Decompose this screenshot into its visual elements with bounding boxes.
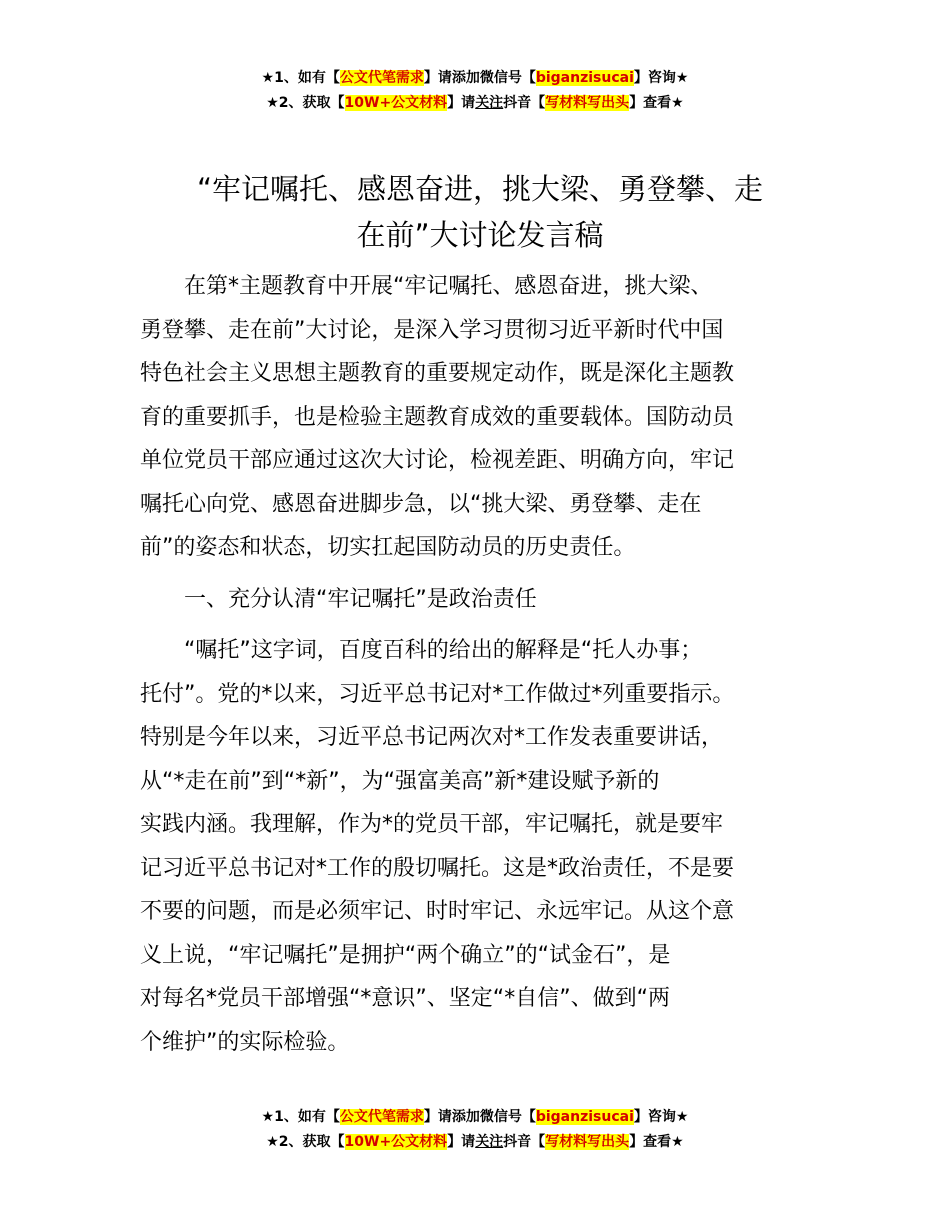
title-line-2: 在前”大讨论发言稿	[356, 218, 604, 252]
banner-line-1	[0, 66, 950, 91]
banner-text: ★2、获取【	[266, 1134, 345, 1150]
paragraph-line: 义上说，“牢记嘱托”是拥护“两个确立”的“试金石”，是	[140, 942, 671, 968]
paragraph-line: 育的重要抓手，也是检验主题教育成效的重要载体。国防动员	[140, 404, 735, 430]
paragraph-line: 勇登攀、走在前”大讨论，是深入学习贯彻习近平新时代中国	[140, 317, 724, 343]
paragraph-1	[140, 265, 830, 570]
banner-line-2	[0, 91, 950, 116]
title-line-1: “牢记嘱托、感恩奋进，挑大梁、勇登攀、走	[196, 172, 764, 206]
bottom-banner	[0, 1105, 950, 1155]
banner-highlight: 公文代笔需求	[339, 70, 424, 86]
banner-text: 】咨询★	[633, 70, 689, 86]
paragraph-line: “嘱托”这字词，百度百科的给出的解释是“托人办事；	[140, 638, 703, 663]
paragraph-line: 特色社会主义思想主题教育的重要规定动作，既是深化主题教	[140, 361, 735, 386]
banner-text: ★2、获取【	[266, 95, 345, 111]
section-heading: 一、充分认清“牢记嘱托”是政治责任	[140, 586, 537, 612]
banner-text: 抖音【	[503, 95, 546, 111]
top-banner	[0, 66, 950, 116]
banner-text: 】请添加微信号【	[423, 1109, 536, 1125]
banner-text: 】请	[447, 1134, 476, 1150]
paragraph-line: 在第*主题教育中开展“牢记嘱托、感恩奋进，挑大梁、	[140, 274, 713, 299]
paragraph-line: 不要的问题，而是必须牢记、时时牢记、永远牢记。从这个意	[140, 899, 735, 924]
banner-highlight: 10W+公文材料	[344, 95, 448, 111]
banner-text: 抖音【	[503, 1134, 546, 1150]
banner-text: 】查看★	[629, 95, 684, 111]
document-title	[140, 166, 820, 258]
banner-text: 】请	[447, 95, 476, 111]
banner-line-1	[0, 1105, 950, 1130]
banner-text: 】请添加微信号【	[423, 70, 536, 86]
paragraph-line: 记习近平总书记对*工作的殷切嘱托。这是*政治责任，不是要	[140, 855, 735, 881]
paragraph-line: 从“*走在前”到“*新”，为“强富美高”新*建设赋予新的	[140, 768, 660, 794]
banner-text: 】咨询★	[633, 1109, 689, 1125]
banner-highlight: biganzisucai	[535, 1109, 634, 1125]
banner-text: 】查看★	[629, 1134, 684, 1150]
banner-text: ★1、如有【	[261, 70, 340, 86]
banner-line-2	[0, 1130, 950, 1155]
paragraph-line: 前”的姿态和状态，切实扛起国防动员的历史责任。	[140, 535, 636, 560]
banner-underlined: 关注	[475, 1134, 504, 1150]
paragraph-line: 个维护”的实际检验。	[140, 1029, 350, 1055]
banner-highlight: 写材料写出头	[545, 1134, 630, 1150]
paragraph-line: 嘱托心向党、感恩奋进脚步急，以“挑大梁、勇登攀、走在	[140, 491, 702, 517]
paragraph-line: 对每名*党员干部增强“*意识”、坚定“*自信”、做到“两	[140, 986, 670, 1011]
banner-text: ★1、如有【	[261, 1109, 340, 1125]
banner-highlight: biganzisucai	[535, 70, 634, 86]
banner-underlined: 关注	[475, 95, 504, 111]
paragraph-line: 托付”。党的*以来，习近平总书记对*工作做过*列重要指示。	[140, 681, 735, 707]
banner-highlight: 公文代笔需求	[339, 1109, 424, 1125]
document-body	[140, 265, 830, 1064]
paragraph-line: 特别是今年以来，习近平总书记两次对*工作发表重要讲话，	[140, 725, 724, 750]
banner-highlight: 10W+公文材料	[344, 1134, 448, 1150]
paragraph-line: 单位党员干部应通过这次大讨论，检视差距、明确方向，牢记	[140, 448, 735, 473]
banner-highlight: 写材料写出头	[545, 95, 630, 111]
paragraph-line: 实践内涵。我理解，作为*的党员干部，牢记嘱托，就是要牢	[140, 812, 724, 837]
paragraph-2	[140, 629, 830, 1064]
